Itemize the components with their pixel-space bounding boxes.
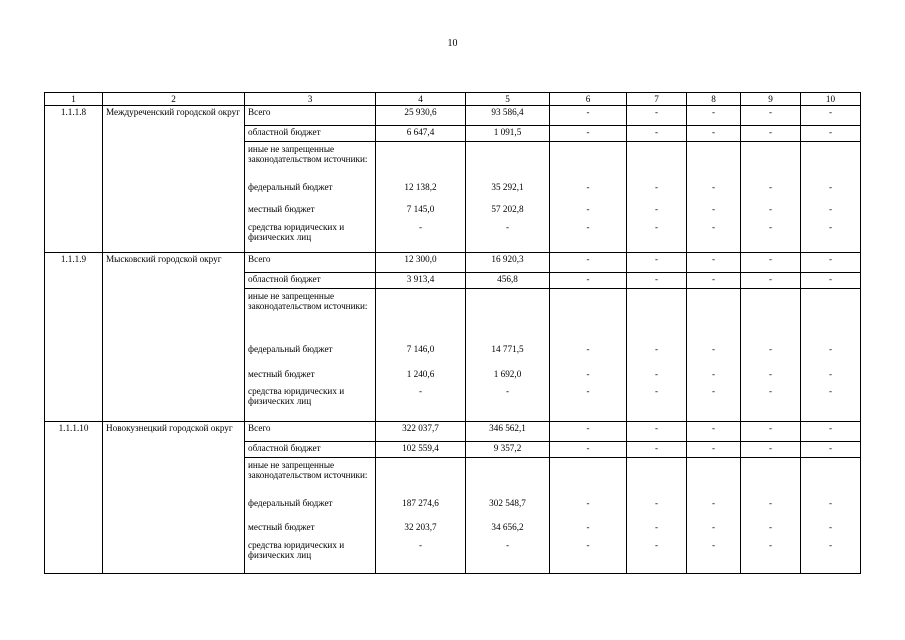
- dash-stack: [801, 289, 860, 421]
- dash-cell: -: [687, 126, 741, 142]
- table-header-row: [45, 93, 861, 106]
- dash-federal: -: [654, 182, 659, 192]
- dash-cell: -: [550, 253, 627, 273]
- dash-legal: -: [654, 386, 659, 396]
- source-label-total: Всего: [245, 253, 376, 273]
- dash-cell: -: [741, 106, 801, 126]
- dash-legal: -: [768, 222, 773, 232]
- value-col5: 16 920,3: [466, 253, 550, 273]
- dash-federal: -: [828, 344, 833, 354]
- dash-federal: -: [768, 344, 773, 354]
- value-col5-sub: [466, 142, 550, 253]
- value-col4-sub: [376, 142, 466, 253]
- dash-cell-sub: [801, 142, 861, 253]
- dash-cell-sub: [801, 458, 861, 574]
- dash-local: -: [768, 369, 773, 379]
- dash-cell-sub: [741, 289, 801, 422]
- value-col4: 102 559,4: [376, 442, 466, 458]
- value-col5: 93 586,4: [466, 106, 550, 126]
- value-col5: 346 562,1: [466, 422, 550, 442]
- value-federal: 35 292,1: [491, 182, 524, 192]
- dash-stack: [687, 142, 740, 252]
- dash-federal: -: [828, 498, 833, 508]
- dash-stack: [627, 458, 686, 573]
- other-sources-cell: [245, 458, 376, 574]
- dash-cell: -: [687, 422, 741, 442]
- dash-local: -: [586, 204, 590, 214]
- dash-cell: -: [801, 126, 861, 142]
- value-col5: 9 357,2: [466, 442, 550, 458]
- dash-federal: -: [586, 344, 590, 354]
- dash-cell: -: [550, 422, 627, 442]
- dash-legal: -: [828, 540, 833, 550]
- header-cell: 8: [687, 93, 741, 106]
- dash-cell: -: [550, 273, 627, 289]
- value-col4-sub: [376, 289, 466, 422]
- source-label-other: иные не запрещенные законодательством источники:: [248, 144, 368, 164]
- value-legal: -: [505, 222, 510, 232]
- other-sources-stack: [245, 142, 375, 252]
- header-cell: 6: [550, 93, 627, 106]
- dash-cell-sub: [741, 458, 801, 574]
- value-col4: 322 037,7: [376, 422, 466, 442]
- dash-local: -: [768, 204, 773, 214]
- value-federal: 14 771,5: [491, 344, 524, 354]
- value-col4: 12 300,0: [376, 253, 466, 273]
- source-label-other: иные не запрещенные законодательством источники:: [248, 460, 368, 480]
- dash-cell-sub: [550, 289, 627, 422]
- dash-stack: [741, 458, 800, 573]
- dash-cell: -: [687, 273, 741, 289]
- header-cell: 1: [45, 93, 103, 106]
- municipality-name: Междуреченский городской округ: [103, 106, 245, 253]
- header-cell: 3: [245, 93, 376, 106]
- dash-legal: -: [711, 540, 716, 550]
- dash-local: -: [711, 204, 716, 214]
- item-number: 1.1.1.10: [45, 422, 103, 574]
- dash-cell: -: [801, 422, 861, 442]
- header-cell: 10: [801, 93, 861, 106]
- dash-federal: -: [654, 498, 659, 508]
- value-stack: [376, 142, 465, 252]
- dash-stack: [801, 458, 860, 573]
- table-row-total: [45, 106, 861, 126]
- dash-federal: -: [711, 344, 716, 354]
- dash-cell-sub: [687, 289, 741, 422]
- dash-local: -: [654, 522, 659, 532]
- other-sources-cell: [245, 289, 376, 422]
- value-stack: [466, 458, 549, 573]
- header-cell: 4: [376, 93, 466, 106]
- value-federal: 12 138,2: [404, 182, 437, 192]
- dash-local: -: [768, 522, 773, 532]
- dash-cell-sub: [627, 142, 687, 253]
- dash-cell-sub: [741, 142, 801, 253]
- item-number: 1.1.1.9: [45, 253, 103, 422]
- dash-cell: -: [627, 106, 687, 126]
- dash-federal: -: [586, 182, 590, 192]
- item-number: 1.1.1.8: [45, 106, 103, 253]
- dash-legal: -: [711, 386, 716, 396]
- dash-cell: -: [801, 106, 861, 126]
- dash-stack: [627, 142, 686, 252]
- source-label-legal: средства юридических и физических лиц: [248, 386, 345, 406]
- value-local: 32 203,7: [404, 522, 437, 532]
- value-local: 1 240,6: [406, 369, 435, 379]
- dash-stack: [687, 458, 740, 573]
- header-cell: 9: [741, 93, 801, 106]
- source-label-other: иные не запрещенные законодательством источники:: [248, 291, 368, 311]
- source-label-total: Всего: [245, 106, 376, 126]
- dash-stack: [627, 289, 686, 421]
- dash-cell: -: [627, 273, 687, 289]
- table-row-total: [45, 422, 861, 442]
- dash-local: -: [828, 522, 833, 532]
- dash-cell: -: [741, 442, 801, 458]
- dash-legal: -: [586, 540, 590, 550]
- value-col5-sub: [466, 458, 550, 574]
- dash-cell-sub: [687, 142, 741, 253]
- value-legal: -: [505, 540, 510, 550]
- header-cell: 7: [627, 93, 687, 106]
- dash-stack: [550, 289, 626, 421]
- dash-local: -: [586, 369, 590, 379]
- dash-cell: -: [741, 422, 801, 442]
- dash-local: -: [828, 369, 833, 379]
- value-local: 34 656,2: [491, 522, 524, 532]
- dash-federal: -: [768, 498, 773, 508]
- dash-local: -: [828, 204, 833, 214]
- value-col5: 456,8: [466, 273, 550, 289]
- dash-legal: -: [711, 222, 716, 232]
- dash-cell-sub: [627, 289, 687, 422]
- dash-local: -: [711, 369, 716, 379]
- value-stack: [466, 142, 549, 252]
- dash-cell: -: [687, 253, 741, 273]
- dash-cell: -: [687, 442, 741, 458]
- dash-cell-sub: [627, 458, 687, 574]
- value-stack: [376, 458, 465, 573]
- dash-cell: -: [627, 126, 687, 142]
- budget-table: [44, 92, 861, 574]
- dash-stack: [741, 289, 800, 421]
- value-stack: [466, 289, 549, 421]
- source-label-federal: федеральный бюджет: [248, 344, 333, 354]
- value-col4: 6 647,4: [376, 126, 466, 142]
- dash-cell: -: [741, 273, 801, 289]
- dash-cell: -: [801, 253, 861, 273]
- header-cell: 2: [103, 93, 245, 106]
- dash-federal: -: [711, 182, 716, 192]
- source-label-regional: областной бюджет: [245, 442, 376, 458]
- value-legal: -: [418, 222, 423, 232]
- dash-legal: -: [768, 540, 773, 550]
- dash-federal: -: [828, 182, 833, 192]
- dash-legal: -: [586, 386, 590, 396]
- dash-stack: [550, 458, 626, 573]
- dash-cell: -: [801, 442, 861, 458]
- dash-local: -: [711, 522, 716, 532]
- dash-local: -: [654, 204, 659, 214]
- value-legal: -: [505, 386, 510, 396]
- dash-cell-sub: [801, 289, 861, 422]
- municipality-name: Новокузнецкий городской округ: [103, 422, 245, 574]
- source-label-local: местный бюджет: [248, 369, 315, 379]
- dash-cell-sub: [687, 458, 741, 574]
- dash-stack: [550, 142, 626, 252]
- other-sources-stack: [245, 458, 375, 573]
- dash-legal: -: [654, 540, 659, 550]
- value-col4: 25 930,6: [376, 106, 466, 126]
- value-federal: 187 274,6: [402, 498, 439, 508]
- dash-federal: -: [768, 182, 773, 192]
- dash-local: -: [654, 369, 659, 379]
- value-stack: [376, 289, 465, 421]
- dash-federal: -: [654, 344, 659, 354]
- value-local: 57 202,8: [491, 204, 524, 214]
- header-cell: 5: [466, 93, 550, 106]
- source-label-total: Всего: [245, 422, 376, 442]
- dash-federal: -: [586, 498, 590, 508]
- value-federal: 302 548,7: [489, 498, 526, 508]
- municipality-name: Мысковский городской округ: [103, 253, 245, 422]
- dash-legal: -: [828, 222, 833, 232]
- dash-cell: -: [627, 422, 687, 442]
- value-col5-sub: [466, 289, 550, 422]
- dash-cell: -: [627, 253, 687, 273]
- dash-legal: -: [828, 386, 833, 396]
- value-legal: -: [418, 540, 423, 550]
- dash-cell-sub: [550, 458, 627, 574]
- source-label-legal: средства юридических и физических лиц: [248, 222, 345, 242]
- source-label-regional: областной бюджет: [245, 126, 376, 142]
- dash-cell: -: [687, 106, 741, 126]
- dash-cell: -: [550, 442, 627, 458]
- dash-stack: [801, 142, 860, 252]
- value-legal: -: [418, 386, 423, 396]
- source-label-federal: федеральный бюджет: [248, 498, 333, 508]
- dash-cell-sub: [550, 142, 627, 253]
- dash-legal: -: [768, 386, 773, 396]
- dash-cell: -: [741, 126, 801, 142]
- value-local: 7 145,0: [406, 204, 435, 214]
- dash-local: -: [586, 522, 590, 532]
- page-number: 10: [447, 38, 458, 49]
- source-label-legal: средства юридических и физических лиц: [248, 540, 345, 560]
- dash-federal: -: [711, 498, 716, 508]
- dash-stack: [741, 142, 800, 252]
- source-label-regional: областной бюджет: [245, 273, 376, 289]
- dash-cell: -: [550, 106, 627, 126]
- dash-legal: -: [654, 222, 659, 232]
- value-col4-sub: [376, 458, 466, 574]
- dash-cell: -: [801, 273, 861, 289]
- source-label-federal: федеральный бюджет: [248, 182, 333, 192]
- other-sources-cell: [245, 142, 376, 253]
- source-label-local: местный бюджет: [248, 204, 315, 214]
- table-row-total: [45, 253, 861, 273]
- value-col5: 1 091,5: [466, 126, 550, 142]
- dash-cell: -: [627, 442, 687, 458]
- dash-legal: -: [586, 222, 590, 232]
- dash-cell: -: [741, 253, 801, 273]
- dash-stack: [687, 289, 740, 421]
- value-local: 1 692,0: [493, 369, 522, 379]
- source-label-local: местный бюджет: [248, 522, 315, 532]
- dash-cell: -: [550, 126, 627, 142]
- value-col4: 3 913,4: [376, 273, 466, 289]
- value-federal: 7 146,0: [406, 344, 435, 354]
- other-sources-stack: [245, 289, 375, 421]
